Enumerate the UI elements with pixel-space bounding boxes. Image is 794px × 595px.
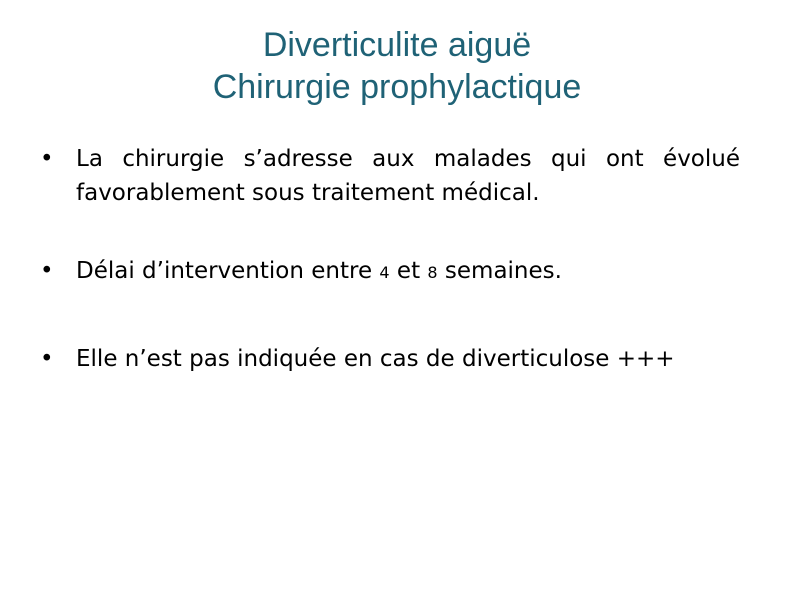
slide-title	[0, 24, 794, 108]
bullet-item	[40, 142, 740, 210]
bullet-text-part: semaines.	[437, 258, 562, 284]
bullet-icon: •	[40, 346, 54, 372]
bullet-text: Elle n’est pas indiquée en cas de diverticulose +++	[76, 346, 675, 372]
bullet-number: 8	[427, 263, 438, 282]
bullet-list	[40, 142, 740, 376]
bullet-item	[40, 254, 740, 290]
bullet-text-part: Délai d’intervention entre	[76, 258, 380, 284]
title-line-1: Diverticulite aiguë	[262, 26, 532, 64]
bullet-icon: •	[40, 258, 54, 284]
bullet-text	[76, 258, 562, 284]
bullet-item	[40, 342, 740, 376]
bullet-icon: •	[40, 146, 54, 172]
bullet-text: La chirurgie s’adresse aux malades qui ont évolué favorablement sous traitement médical.	[76, 146, 740, 206]
bullet-text-part: et	[389, 258, 428, 284]
title-line-2: Chirurgie prophylactique	[212, 68, 582, 106]
bullet-number: 4	[379, 263, 390, 282]
